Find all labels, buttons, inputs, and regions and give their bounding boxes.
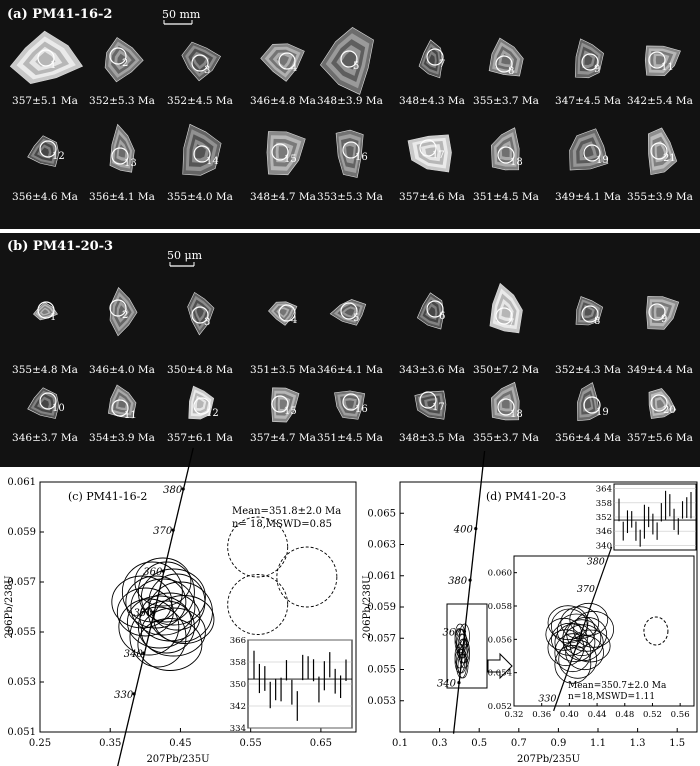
spot-number: 20 xyxy=(663,405,676,416)
inset-y-tick-label: 358 xyxy=(595,498,612,509)
y-axis-label: 206Pb/238U xyxy=(4,575,15,639)
spot-number: 17 xyxy=(432,402,445,413)
x-tick-label: 0.45 xyxy=(169,738,192,749)
age-label: 351±4.5 Ma xyxy=(473,191,539,203)
age-label: 352±4.5 Ma xyxy=(167,95,233,107)
concordia-age-label: 380 xyxy=(448,576,468,588)
x-tick-label: 0.1 xyxy=(392,738,408,749)
concordia-age-label: 360 xyxy=(442,627,462,639)
spot-number: 18 xyxy=(510,409,523,420)
age-label: 354±3.9 Ma xyxy=(89,432,155,444)
panel-a-scale-label: 50 mm xyxy=(162,8,201,21)
spot-number: 15 xyxy=(284,154,297,165)
y-tick-label: 0.053 xyxy=(7,677,36,688)
age-label: 350±7.2 Ma xyxy=(473,364,539,376)
spot-number: 18 xyxy=(510,157,523,168)
concordia-age-label: 400 xyxy=(453,524,473,536)
spot-number: 17 xyxy=(432,150,445,161)
age-label: 351±4.5 Ma xyxy=(317,432,383,444)
spot-number: 12 xyxy=(52,151,65,162)
x-tick-label: 1.3 xyxy=(629,738,646,749)
y-tick-label: 0.061 xyxy=(7,477,36,488)
concordia-plot-d xyxy=(362,451,697,765)
age-label: 346±4.0 Ma xyxy=(89,364,155,376)
age-label: 357±4.6 Ma xyxy=(399,191,465,203)
y-tick-label: 0.053 xyxy=(367,695,396,707)
zoom-x-tick-label: 0.36 xyxy=(532,710,552,720)
age-label: 348±4.3 Ma xyxy=(399,95,465,107)
spot-number: 5 xyxy=(353,313,360,324)
age-label: 357±4.7 Ma xyxy=(250,432,316,444)
age-label: 348±3.5 Ma xyxy=(399,432,465,444)
spot-number: 3 xyxy=(204,65,211,76)
zoom-y-tick-label: 0.056 xyxy=(487,635,512,646)
zoom-y-tick-label: 0.058 xyxy=(487,602,512,612)
concordia-age-mark xyxy=(457,681,460,684)
x-tick-label: 1.5 xyxy=(669,738,686,749)
age-label: 347±4.5 Ma xyxy=(555,95,621,107)
y-tick-label: 0.065 xyxy=(367,508,396,520)
spot-number: 12 xyxy=(206,408,219,419)
x-axis-label: 207Pb/235U xyxy=(516,754,581,765)
inset-y-tick-label: 358 xyxy=(229,658,246,668)
y-tick-label: 0.057 xyxy=(367,633,396,645)
y-tick-label: 0.055 xyxy=(367,664,396,676)
age-label: 355±4.8 Ma xyxy=(12,364,78,376)
panel-a-row2 xyxy=(12,124,693,203)
age-label: 346±4.1 Ma xyxy=(317,364,383,376)
spot-number: 13 xyxy=(124,158,137,169)
zoom-x-tick-label: 0.56 xyxy=(670,710,690,720)
x-tick-label: 0.55 xyxy=(239,738,262,749)
x-tick-label: 1.1 xyxy=(590,738,606,749)
y-tick-label: 0.055 xyxy=(7,627,36,638)
spot-number: 9 xyxy=(661,314,668,325)
x-tick-label: 0.9 xyxy=(550,738,567,749)
age-label: 346±3.7 Ma xyxy=(12,432,78,444)
spot-number: 8 xyxy=(594,316,601,327)
concordia-age-label: 370 xyxy=(153,526,173,538)
age-label: 355±3.9 Ma xyxy=(627,191,693,203)
spot-number: 11 xyxy=(661,62,674,73)
spot-number: 7 xyxy=(439,59,446,70)
panel-a-label: (a) PM41-16-2 xyxy=(7,7,113,22)
spot-number: 5 xyxy=(353,61,360,72)
mswd-annotation: n= 18,MSWD=0.85 xyxy=(232,519,332,530)
x-tick-label: 0.7 xyxy=(510,738,527,749)
zoom-x-tick-label: 0.32 xyxy=(504,710,524,720)
concordia-age-mark xyxy=(468,579,471,582)
age-label: 352±4.3 Ma xyxy=(555,364,621,376)
y-tick-label: 0.057 xyxy=(7,577,36,588)
concordia-age-label: 340 xyxy=(436,678,457,690)
spot-number: 19 xyxy=(596,407,609,418)
concordia-age-mark xyxy=(474,527,477,530)
concordia-age-label: 370 xyxy=(576,584,595,596)
age-label: 355±3.7 Ma xyxy=(473,432,539,444)
zoom-y-tick-label: 0.052 xyxy=(487,702,512,712)
spot-number: 16 xyxy=(355,404,368,415)
plot-title: (d) PM41-20-3 xyxy=(486,490,567,503)
y-tick-label: 0.051 xyxy=(7,727,36,738)
inset-y-tick-label: 352 xyxy=(595,513,612,523)
spot-number: 14 xyxy=(206,156,219,167)
age-label: 357±6.1 Ma xyxy=(167,432,233,444)
inset-y-tick-label: 346 xyxy=(595,527,612,538)
spot-number: 9 xyxy=(594,64,601,75)
concordia-age-label: 380 xyxy=(163,485,183,497)
x-tick-label: 0.5 xyxy=(471,738,488,749)
spot-number: 2 xyxy=(122,58,129,69)
y-axis-label: 206Pb/238U xyxy=(362,575,373,639)
zoom-x-tick-label: 0.40 xyxy=(559,710,579,720)
spot-number: 15 xyxy=(284,406,297,417)
age-label: 355±3.7 Ma xyxy=(473,95,539,107)
age-label: 355±4.0 Ma xyxy=(167,191,233,203)
spot-number: 2 xyxy=(122,310,129,321)
age-label: 353±5.3 Ma xyxy=(317,191,383,203)
age-label: 352±5.3 Ma xyxy=(89,95,155,107)
inset-y-tick-label: 342 xyxy=(229,702,246,712)
spot-number: 19 xyxy=(596,155,609,166)
zoom-y-tick-label: 0.054 xyxy=(487,668,512,679)
plot-title: (c) PM41-16-2 xyxy=(68,490,148,503)
age-label: 357±5.6 Ma xyxy=(627,432,693,444)
spot-number: 7 xyxy=(508,318,515,329)
panel-b-label: (b) PM41-20-3 xyxy=(7,239,114,254)
concordia-age-label: 360 xyxy=(143,567,163,579)
concordia-age-label: 350 xyxy=(133,608,153,620)
mean-annotation: Mean=350.7±2.0 Ma xyxy=(568,681,667,691)
zoom-x-tick-label: 0.44 xyxy=(587,710,607,720)
age-label: 350±4.8 Ma xyxy=(167,364,233,376)
zoom-y-tick-label: 0.060 xyxy=(487,568,512,579)
spot-number: 8 xyxy=(508,66,515,77)
spot-number: 4 xyxy=(291,63,298,74)
spot-number: 1 xyxy=(50,312,57,323)
age-label: 356±4.6 Ma xyxy=(12,191,78,203)
zoom-x-tick-label: 0.52 xyxy=(642,710,662,720)
x-tick-label: 0.35 xyxy=(99,738,122,749)
age-label: 349±4.4 Ma xyxy=(627,364,693,376)
zoom-x-tick-label: 0.48 xyxy=(615,710,635,720)
mean-annotation: Mean=351.8±2.0 Ma xyxy=(232,506,342,517)
x-tick-label: 0.65 xyxy=(309,738,333,749)
y-tick-label: 0.063 xyxy=(367,539,396,551)
concordia-plot-c xyxy=(4,448,356,766)
age-label: 351±3.5 Ma xyxy=(250,364,316,376)
concordia-age-label: 380 xyxy=(586,556,605,568)
age-label: 342±5.4 Ma xyxy=(627,95,693,107)
x-tick-label: 0.25 xyxy=(28,738,52,749)
age-label: 357±5.1 Ma xyxy=(12,95,78,107)
spot-number: 3 xyxy=(204,317,211,328)
inset-y-tick-label: 364 xyxy=(595,484,612,495)
spot-number: 11 xyxy=(124,410,137,421)
spot-number: 16 xyxy=(355,152,368,163)
age-label: 348±3.9 Ma xyxy=(317,95,383,107)
spot-number: 1 xyxy=(50,60,57,71)
y-tick-label: 0.059 xyxy=(367,602,396,613)
y-tick-label: 0.061 xyxy=(367,570,396,582)
mswd-annotation: n=18,MSWD=1.11 xyxy=(568,692,656,702)
spot-number: 10 xyxy=(52,403,65,414)
panel-b-scale-label: 50 μm xyxy=(167,249,203,262)
age-label: 343±3.6 Ma xyxy=(399,364,465,376)
spot-number: 4 xyxy=(291,315,298,326)
concordia-age-label: 330 xyxy=(114,689,134,701)
age-label: 348±4.7 Ma xyxy=(250,191,316,203)
concordia-age-label: 340 xyxy=(123,649,143,661)
panel-b-row2 xyxy=(12,382,693,444)
inset-y-tick-label: 366 xyxy=(229,636,246,646)
inset-y-tick-label: 340 xyxy=(595,541,612,552)
age-label: 356±4.1 Ma xyxy=(89,191,155,203)
age-label: 356±4.4 Ma xyxy=(555,432,621,444)
age-label: 349±4.1 Ma xyxy=(555,191,621,203)
spot-number: 6 xyxy=(439,311,446,322)
x-axis-label: 207Pb/235U xyxy=(146,754,210,765)
y-tick-label: 0.059 xyxy=(7,527,36,538)
age-label: 346±4.8 Ma xyxy=(250,95,316,107)
inset-y-tick-label: 334 xyxy=(229,724,246,734)
x-tick-label: 0.3 xyxy=(431,738,448,749)
concordia-age-label: 330 xyxy=(538,693,557,705)
spot-number: 21 xyxy=(663,153,676,164)
inset-y-tick-label: 350 xyxy=(229,680,246,690)
